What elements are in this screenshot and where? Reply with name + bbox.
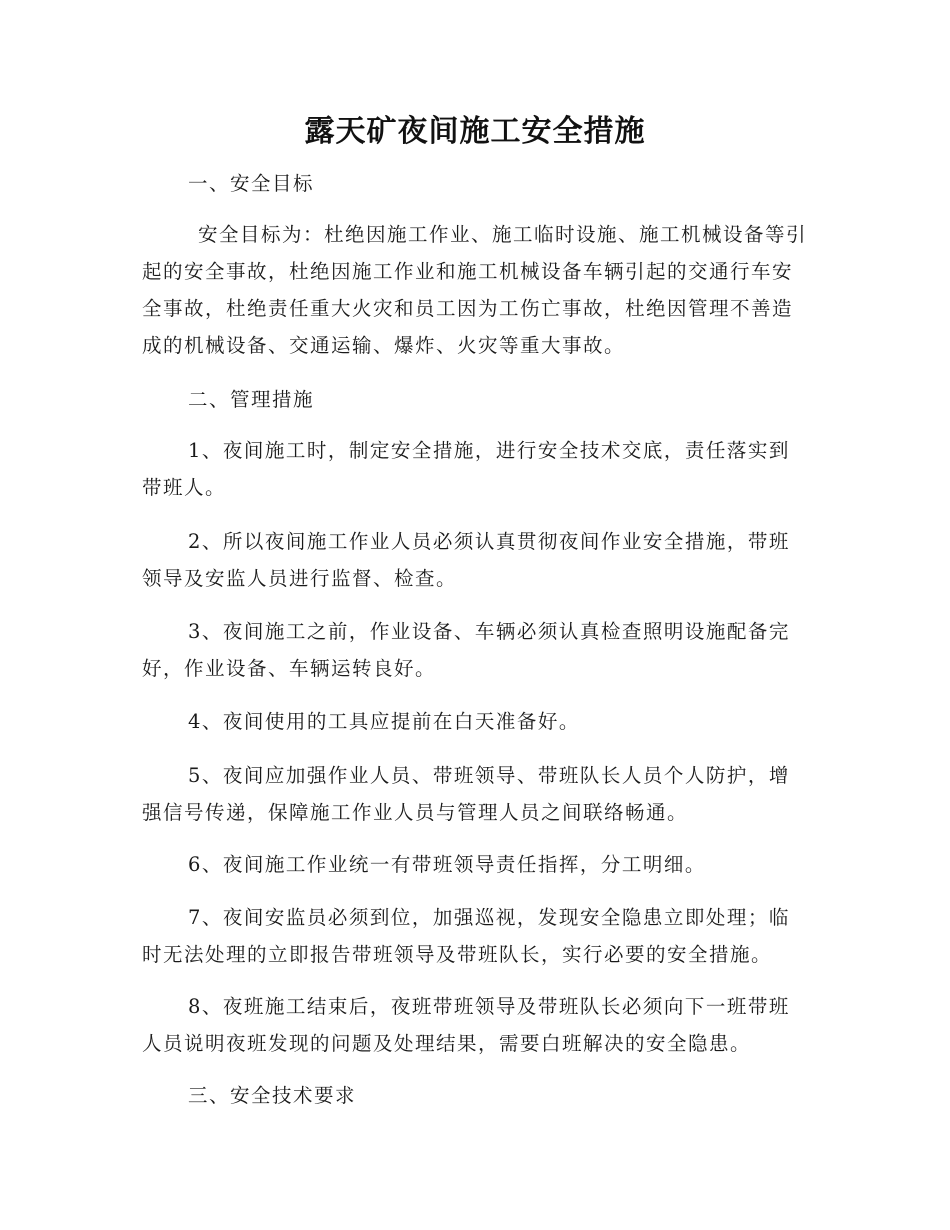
document-title: 露天矿夜间施工安全措施 [304,114,646,149]
paragraph-measure-1: 1、夜间施工时，制定安全措施，进行安全技术交底，责任落实到带班人。 [142,439,790,499]
section-heading-safety-technical-requirements: 三、安全技术要求 [188,1084,357,1107]
section-heading-safety-goals: 一、安全目标 [188,172,315,195]
paragraph-measure-4: 4、夜间使用的工具应提前在白天准备好。 [188,710,580,733]
paragraph-measure-8: 8、夜班施工结束后，夜班带班领导及带班队长必须向下一班带班人员说明夜班发现的问题及处理结果，需要白班解决的安全隐患。 [142,995,790,1055]
paragraph-measure-7: 7、夜间安监员必须到位，加强巡视，发现安全隐患立即处理；临时无法处理的立即报告带班领导及带班队长，实行必要的安全措施。 [142,906,790,966]
paragraph-measure-2: 2、所以夜间施工作业人员必须认真贯彻夜间作业安全措施，带班领导及安监人员进行监督、检查。 [142,530,790,590]
paragraph-measure-5: 5、夜间应加强作业人员、带班领导、带班队长人员个人防护，增强信号传递，保障施工作业人员与管理人员之间联络畅通。 [142,764,790,824]
paragraph-measure-6: 6、夜间施工作业统一有带班领导责任指挥，分工明细。 [188,853,706,876]
section-heading-management-measures: 二、管理措施 [188,388,315,411]
paragraph-measure-3: 3、夜间施工之前，作业设备、车辆必须认真检查照明设施配备完好，作业设备、车辆运转良好。 [142,620,790,680]
paragraph-safety-goals: 安全目标为：杜绝因施工作业、施工临时设施、施工机械设备等引起的安全事故，杜绝因施工作业和施工机械设备车辆引起的交通行车安全事故，杜绝责任重大火灾和员工因为工伤亡事故，杜绝因管理不善造成的机械设备、交通运输、爆炸、火灾等重大事故。 [142,223,808,357]
